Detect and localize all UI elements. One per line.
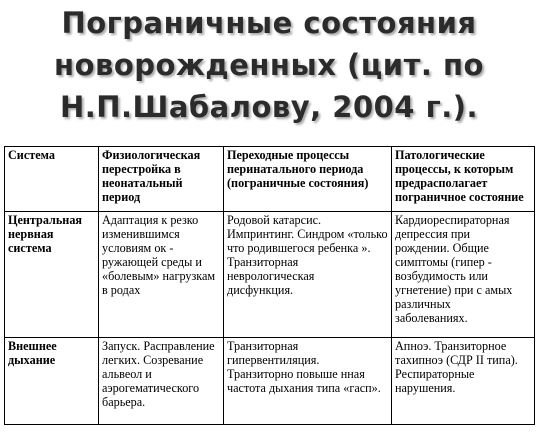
header-cell-pathological: Патологические процессы, к которым предрасполагает пограничное состояние bbox=[392, 147, 535, 212]
header-cell-transitional: Переходные процессы перинатального периода (пограничные состояния) bbox=[224, 147, 392, 212]
title-line-3: Н.П.Шабалову, 2004 г.). bbox=[59, 90, 479, 124]
row-transitional-cell: Родовой катарсис. Импринтинг. Синдром «только что родившегося ребенка ». Транзиторная неврологическая дисфункция. bbox=[224, 212, 392, 338]
title-line-2: новорожденных (цит. по bbox=[54, 48, 484, 82]
table-header-row bbox=[5, 147, 535, 212]
row-transitional-cell: Транзиторная гипервентиляция. Транзиторно повыше нная частота дыхания типа «гасп». bbox=[224, 338, 392, 425]
row-physiological-cell: Запуск. Расправление легких. Созревание альвеол и аэрогематического барьера. bbox=[99, 338, 224, 425]
header-cell-physiological: Физиологическая перестройка в неонатальный период bbox=[99, 147, 224, 212]
row-pathological-cell: Кардиореспираторная депрессия при рождении. Общие симптомы (гипер - возбудимость или угнетение) при с амых различных заболеваниях. bbox=[392, 212, 535, 338]
row-pathological-cell: Апноэ. Транзиторное тахипноэ (СДР II типа). Респираторные нарушения. bbox=[392, 338, 535, 425]
slide-title bbox=[0, 2, 538, 128]
table-row bbox=[5, 338, 535, 425]
title-line-1: Пограничные состояния bbox=[61, 6, 477, 40]
row-system-cell: Внешнее дыхание bbox=[5, 338, 99, 425]
borderline-states-table bbox=[4, 146, 535, 425]
row-physiological-cell: Адаптация к резко изменившимся условиям ок - ружающей среды и «болевым» нагрузкам в родах bbox=[99, 212, 224, 338]
table-row bbox=[5, 212, 535, 338]
row-system-cell: Центральная нервная система bbox=[5, 212, 99, 338]
header-cell-system: Система bbox=[5, 147, 99, 212]
